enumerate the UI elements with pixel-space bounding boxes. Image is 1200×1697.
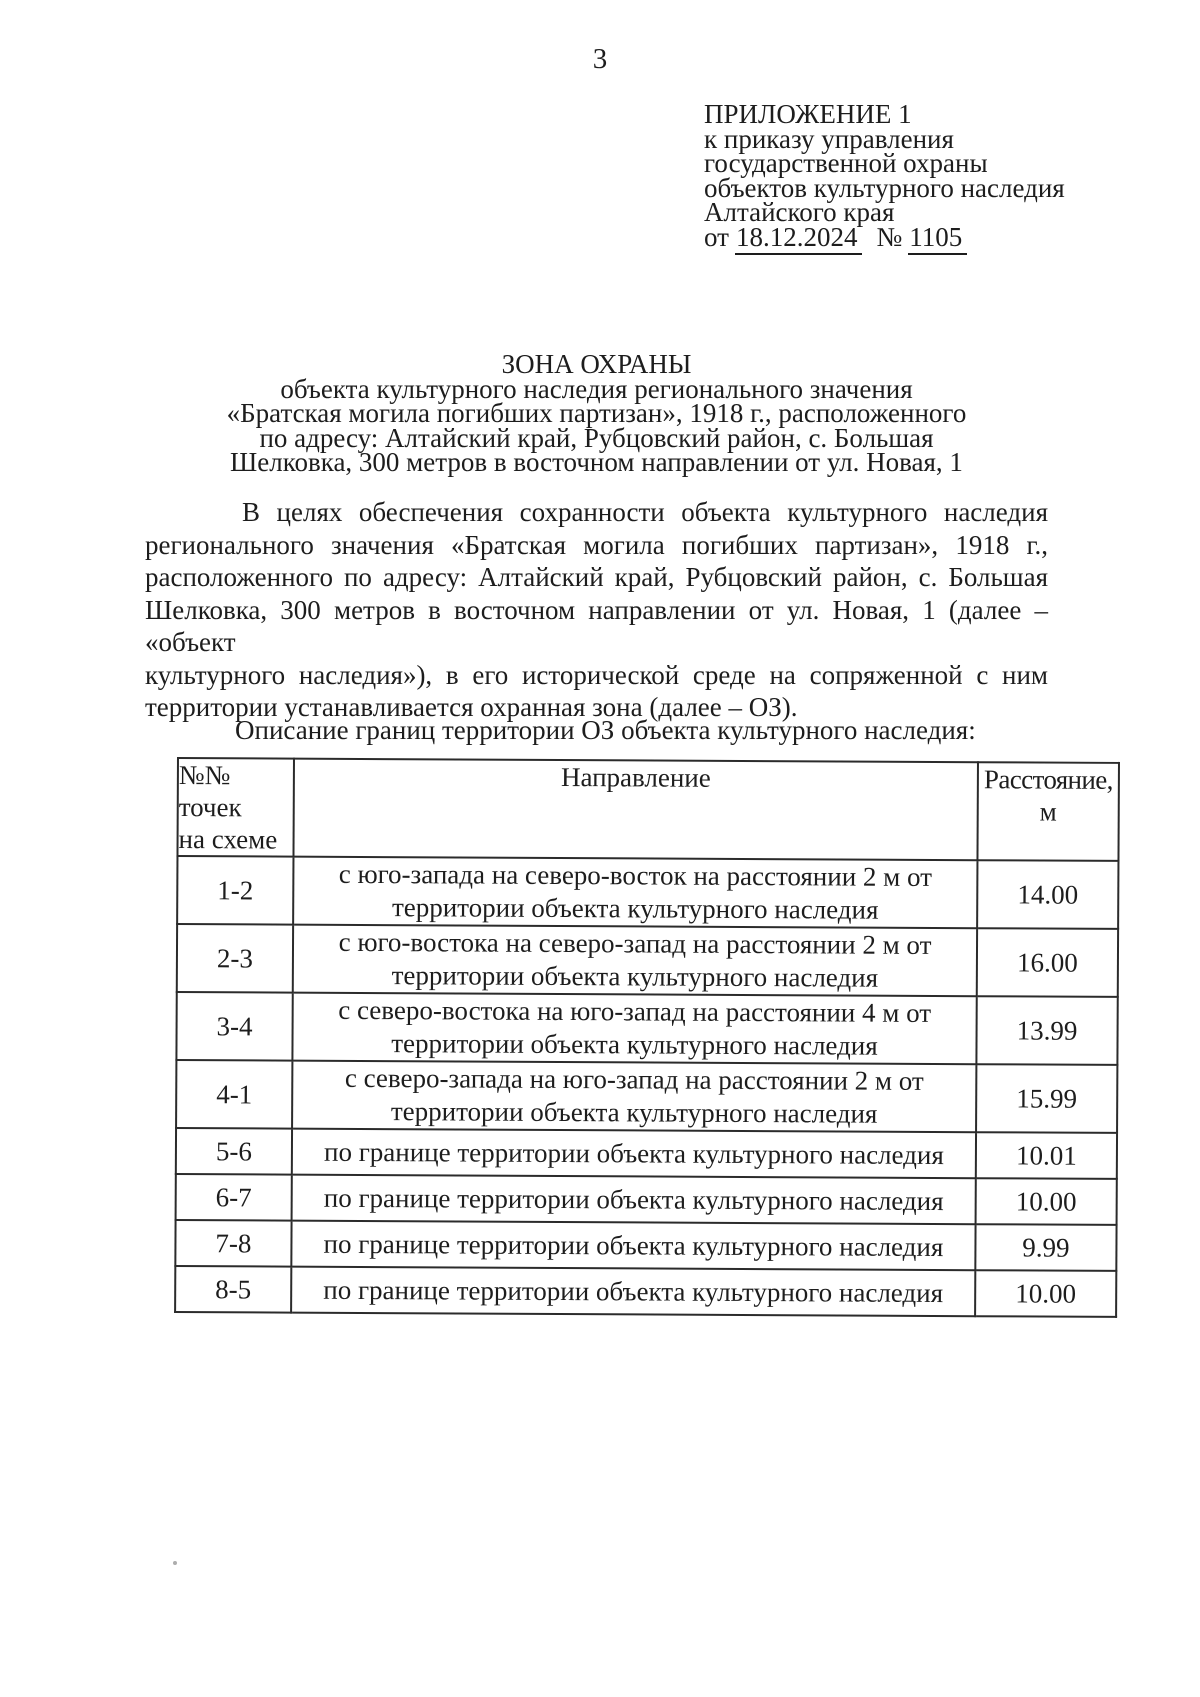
distance-cell: 10.01 [976,1132,1117,1179]
distance-cell: 15.99 [976,1064,1117,1133]
direction-cell: с юго-востока на северо-запад на расстоянии 2 м от территории объекта культурного наследия [293,925,977,997]
scan-artifact-dot [173,1561,177,1565]
header-distance-line: м [1039,796,1057,827]
direction-cell: по границе территории объекта культурного наследия [292,1175,976,1225]
table-row [175,1266,1116,1317]
table-row [176,1060,1117,1133]
title-line: ЗОНА ОХРАНЫ [501,349,692,379]
appendix-line: к приказу управления [704,123,954,154]
header-points [177,758,294,857]
appendix-line: ПРИЛОЖЕНИЕ 1 [704,99,912,129]
points-cell: 3-4 [176,992,292,1061]
header-distance [977,762,1119,861]
table-header-row [177,758,1119,861]
order-prefix: от [704,221,729,252]
number-sign: № [876,221,903,252]
header-points-line: точек [178,792,242,823]
page-number: 3 [592,43,608,75]
intro-line: В целях обеспечения сохранности объекта культурного наследия [242,497,1048,527]
points-cell: 8-5 [175,1266,291,1313]
points-cell: 2-3 [177,924,293,993]
intro-paragraph [145,496,1048,724]
intro-line: Шелковка, 300 метров в восточном направлении от ул. Новая, 1 (далее – «объект [145,594,1048,657]
title-line: по адресу: Алтайский край, Рубцовский район, с. Большая [259,422,934,453]
appendix-line: объектов культурного наследия [704,172,1065,203]
header-points-line: на схеме [178,824,278,855]
table-row [177,856,1118,929]
intro-line: регионального значения «Братская могила погибших партизан», 1918 г., [145,529,1048,560]
direction-cell: по границе территории объекта культурного наследия [291,1221,975,1271]
title-line: объекта культурного наследия регионального значения [280,373,913,404]
intro-line: культурного наследия»), в его исторической среде на сопряженной с ним [145,659,1048,690]
boundaries-table [174,757,1120,1318]
table-row [177,924,1118,997]
appendix-block [704,99,1124,252]
direction-cell: по границе территории объекта культурного наследия [292,1129,976,1179]
distance-cell: 9.99 [975,1224,1116,1271]
header-direction: Направление [293,759,978,861]
header-points-line: №№ [178,760,231,791]
order-date: 18.12.2024 [735,222,863,255]
intro-line: расположенного по адресу: Алтайский край, Рубцовский район, с. Большая [145,562,1048,592]
points-cell: 5-6 [176,1128,292,1175]
table-caption: Описание границ территории ОЗ объекта культурного наследия: [235,715,976,745]
direction-cell: по границе территории объекта культурного наследия [291,1267,975,1317]
distance-cell: 16.00 [977,928,1118,997]
table-row [176,1174,1117,1225]
points-cell: 1-2 [177,856,293,925]
direction-cell: с северо-запада на юго-запад на расстоянии 2 м от территории объекта культурного наследия [292,1061,976,1133]
appendix-line: Алтайского края [704,197,895,228]
points-cell: 4-1 [176,1060,292,1129]
table-row [176,1128,1117,1179]
distance-cell: 10.00 [975,1270,1116,1317]
intro-line: территории устанавливается охранная зона (далее – ОЗ). [145,692,798,722]
table-row [175,1220,1116,1271]
document-title [145,349,1048,478]
order-date-line [704,221,1124,252]
points-cell: 7-8 [175,1220,291,1267]
distance-cell: 10.00 [976,1178,1117,1225]
distance-cell: 13.99 [976,996,1117,1065]
header-distance-line: Расстояние, [983,764,1113,795]
distance-cell: 14.00 [977,860,1118,929]
direction-cell: с северо-востока на юго-запад на расстоянии 4 м от территории объекта культурного наследия [292,993,976,1065]
appendix-line: государственной охраны [704,148,988,179]
title-line: Шелковка, 300 метров в восточном направлении от ул. Новая, 1 [230,447,963,478]
direction-cell: с юго-запада на северо-восток на расстоянии 2 м от территории объекта культурного наследия [293,857,977,929]
points-cell: 6-7 [176,1174,292,1221]
table-row [176,992,1117,1065]
order-number: 1105 [908,222,967,255]
title-line: «Братская могила погибших партизан», 1918 г., расположенного [226,398,967,429]
